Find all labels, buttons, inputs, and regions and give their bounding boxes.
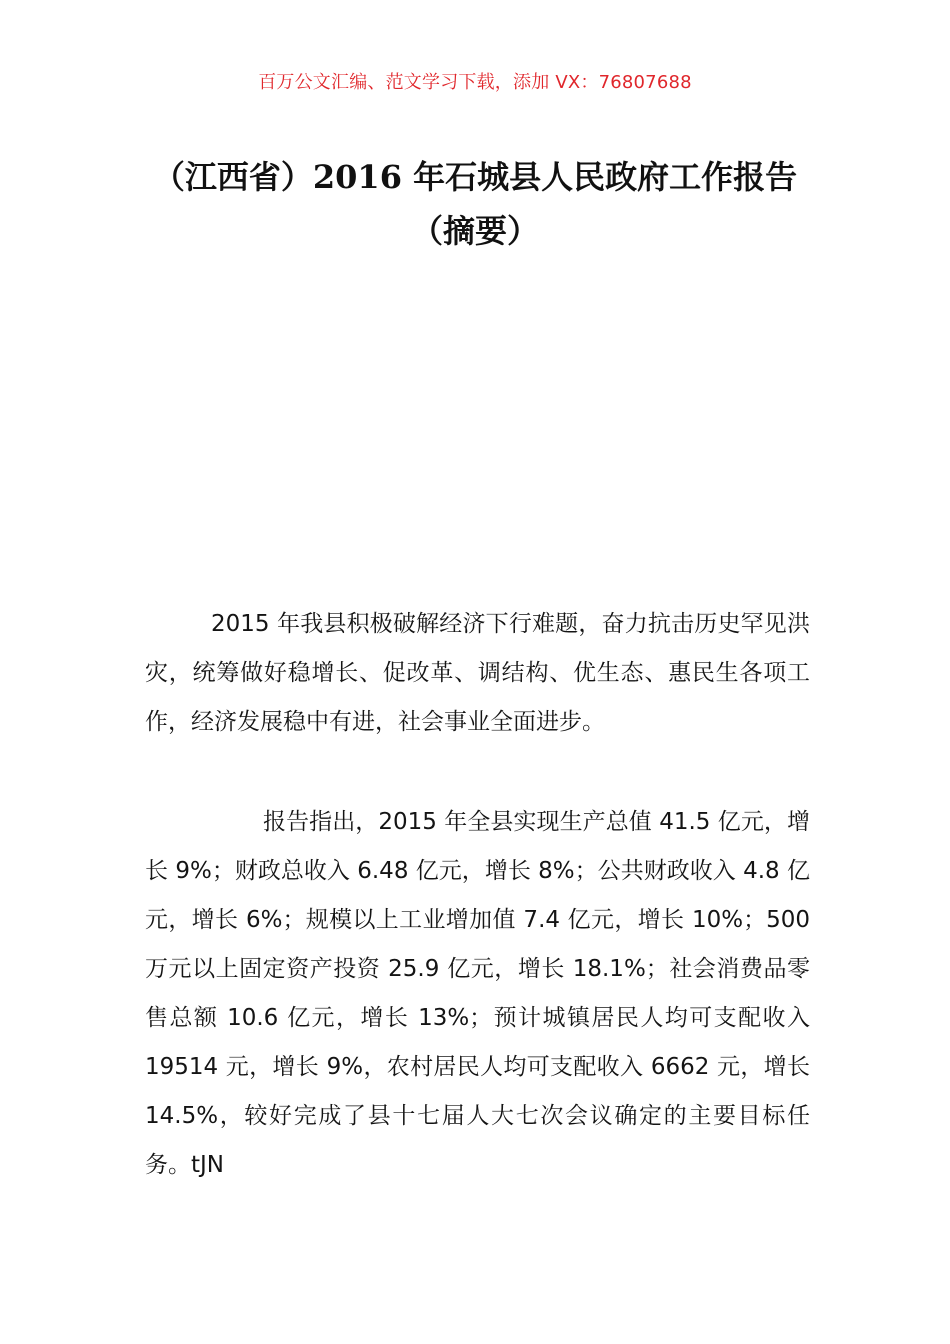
paragraph-report-figures: 报告指出，2015 年全县实现生产总值 41.5 亿元，增长 9%；财政总收入 6.48 亿元，增长 8%；公共财政收入 4.8 亿元，增长 6%；规模以上工业增加值 7.4 亿元，增长 10%；500 万元以上固定资产投资 25.9 亿元，增长 18.1%；社会消费品零售总额 10.6 亿元，增长 13%；预计城镇居民人均可支配收入 19514 元，增长 9%，农村居民人均可支配收入 6662 元，增长 14.5%，较好完成了县十七届人大七次会议确定的主要目标任务。tJN bbox=[145, 809, 810, 1178]
document-title: （江西省）2016 年石城县人民政府工作报告（摘要） bbox=[152, 158, 798, 250]
paragraph-summary: 2015 年我县积极破解经济下行难题，奋力抗击历史罕见洪灾，统筹做好稳增长、促改革、调结构、优生态、惠民生各项工作，经济发展稳中有进，社会事业全面进步。 bbox=[145, 611, 810, 735]
download-notice: 百万公文汇编、范文学习下载，添加 VX：76807688 bbox=[258, 72, 692, 93]
